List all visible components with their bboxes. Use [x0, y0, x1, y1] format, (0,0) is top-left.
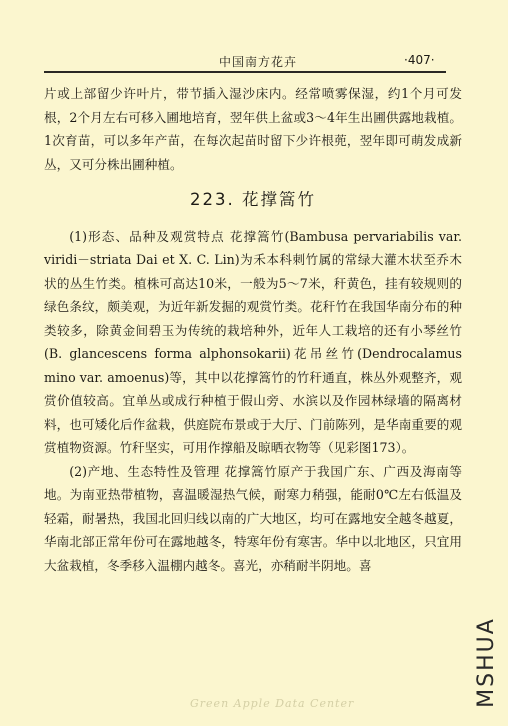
watermark-text: Green Apple Data Center — [190, 697, 355, 710]
header-rule — [44, 71, 446, 73]
side-stamp — [466, 612, 506, 712]
paragraph-continued: 片或上部留少许叶片，带节插入湿沙床内。经常喷雾保湿，约1个月可发根，2个月左右可移入圃地培育，翌年供上盆或3～4年生出圃供露地栽植。1次育苗，可以多年产苗，在每次起苗时留下少许根蔸，翌年即可萌发成新丛，又可分株出圃种植。 — [44, 86, 462, 172]
page-header — [44, 50, 444, 72]
section-title: 223. 花撑篙竹 — [190, 190, 316, 209]
paragraph-origin-ecology: (2)产地、生态特性及管理 花撑篙竹原产于我国广东、广西及海南等地。为南亚热带植物，喜温暖湿热气候，耐寒力稍强，能耐0℃左右低温及轻霜，耐暑热，我国北回归线以南的广大地区，均可在露地安全越冬越夏，华南北部正常年份可在露地越冬，特寒年份有寒害。华中以北地区，只宜用大盆栽植，冬季移入温棚内越冬。喜光，亦稍耐半阴地。喜 — [44, 463, 462, 573]
paragraph-morphology: (1)形态、品种及观赏特点 花撑篙竹(Bambusa pervariabilis var. viridi－striata Dai et X. C. Lin)为禾本科刺竹属的常绿大灌木状至乔木状的丛生竹类。植株可高达10米，一般为5～7米，秆黄色，挂有较规则的绿色条纹，颇美观，为近年新发掘的观赏竹类。花秆竹在我国华南分布的种类较多，除黄金间碧玉为传统的栽培种外，近年人工栽培的还有小琴丝竹(B. glancescens forma alphonsokarii)花吊丝竹(Dendrocalamus mino var. amoenus)等，其中以花撑篙竹的竹秆通直，株丛外观整齐，观赏价值较高。宜单丛或成行种植于假山旁、水滨以及作园林绿墙的隔离材料，也可矮化后作盆栽，供庭院布景或于大厅、门前陈列，是华南重要的观赏植物资源。竹秆坚实，可用作撑船及晾晒衣物等（见彩图173）。 — [44, 228, 462, 455]
page-number: ·407· — [404, 53, 435, 67]
page-body — [44, 82, 462, 577]
running-title: 中国南方花卉 — [219, 55, 298, 69]
side-stamp-text: MSHUA — [473, 616, 499, 708]
